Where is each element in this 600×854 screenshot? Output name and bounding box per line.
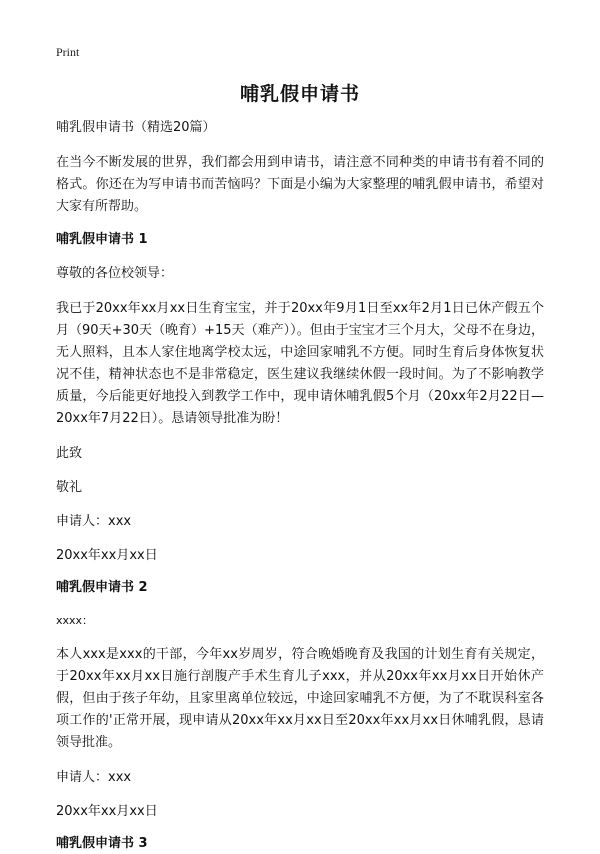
section-1-salutation: 尊敬的各位校领导：: [56, 266, 174, 281]
section-1-applicant: 申请人：xxx: [56, 514, 132, 529]
section-1-date: 20xx年xx月xx日: [56, 548, 158, 563]
section-heading-2: 哺乳假申请书 2: [56, 580, 148, 595]
section-2-date: 20xx年xx月xx日: [56, 804, 158, 819]
section-1-body: 我已于20xx年xx月xx日生育宝宝，并于20xx年9月1日至xx年2月1日已休产假五个月（90天+30天（晚育）+15天（难产））。但由于宝宝才三个月大，父母不在身边，无人照料，且本人家住地离学校太远，中途回家哺乳不方便。同时生育后身体恢复状况不佳，精神状态也不是非常稳定，医生建议我继续休假一段时间。为了不影响教学质量，今后能更好地投入到教学工作中，现申请休哺乳假5个月（20xx年2月22日—20xx年7月22日）。恳请领导批准为盼！: [56, 301, 544, 426]
section-heading-1: 哺乳假申请书 1: [56, 232, 148, 247]
section-2-salutation: xxxx：: [56, 614, 94, 627]
intro-paragraph: 在当今不断发展的世界，我们都会用到申请书，请注意不同种类的申请书有着不同的格式。你还在为写申请书而苦恼吗？下面是小编为大家整理的哺乳假申请书，希望对大家有所帮助。: [56, 155, 544, 214]
section-1-closing-1: 此致: [56, 446, 83, 461]
section-2-applicant: 申请人：xxx: [56, 770, 132, 785]
document-subtitle: 哺乳假申请书（精选20篇）: [56, 120, 216, 135]
document-title: 哺乳假申请书: [239, 83, 360, 105]
section-2-body: 本人xxx是xxx的干部，今年xx岁周岁，符合晚婚晚育及我国的计划生育有关规定，于20xx年xx月xx日施行剖腹产手术生育儿子xxx，并从20xx年xx月xx日开始休产假，但由于孩子年幼，且家里离单位较远，中途回家哺乳不方便，为了不耽误科室各项工作的'正常开展，现申请从20xx年xx月xx日至20xx年xx月xx日休哺乳假，恳请领导批准。: [56, 647, 544, 750]
section-heading-3: 哺乳假申请书 3: [56, 836, 148, 851]
section-1-closing-2: 敬礼: [56, 480, 83, 495]
print-label[interactable]: Print: [56, 45, 80, 59]
